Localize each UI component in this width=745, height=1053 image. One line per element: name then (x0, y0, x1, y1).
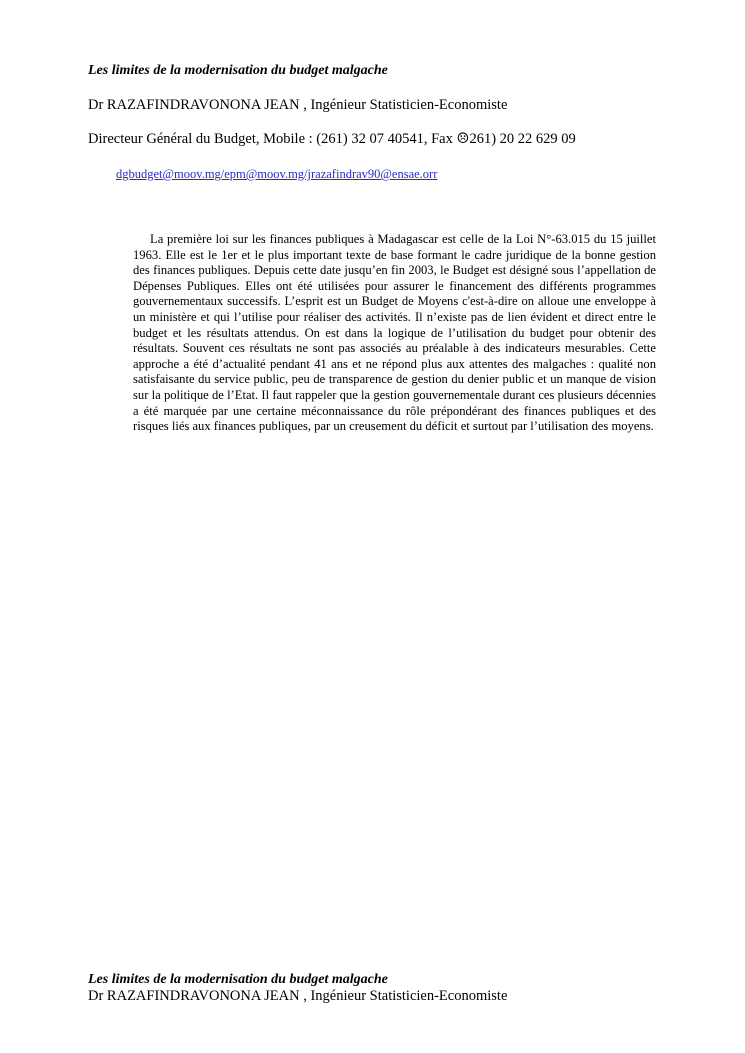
main-paragraph: La première loi sur les finances publiques à Madagascar est celle de la Loi N°-63.015 du 15 juillet 1963. Elle est le 1er et le plus important texte de base formant le cadre juridique de la bonne gestion des finances publiques. Depuis cette date jusqu’en fin 2003, le Budget est désigné sous l’appellation de Dépenses Publiques. Elles ont été utilisées pour assurer le financement des différents programmes gouvernementaux successifs. L’esprit est un Budget de Moyens c'est-à-dire on alloue une enveloppe à un ministère et qui l’utilise pour réaliser des activités. Il n’existe pas de lien évident et direct entre le budget et les résultats attendus. On est dans la logique de l’utilisation du budget pour obtenir des résultats. Souvent ces résultats ne sont pas associés au préalable à des indicateurs mesurables. Cette approche a été d’actualité pendant 41 ans et ne répond plus aux attentes des malgaches : qualité non satisfaisante du service public, peu de transparence de gestion du denier public et un manque de vision sur la politique de l’Etat. Il faut rappeler que la gestion gouvernementale durant ces plusieurs décennies a été marquée par une certaine méconnaissance du rôle prépondérant des finances publiques et des risques liés aux finances publiques, par un creusement du déficit et surtout par l’utilisation des moyens. (133, 232, 656, 434)
footer-title: Les limites de la modernisation du budget malgache (88, 972, 388, 987)
author-line: Dr RAZAFINDRAVONONA JEAN , Ingénieur Statisticien-Economiste (88, 97, 508, 113)
page-footer (88, 971, 688, 1005)
email-link[interactable]: dgbudget@moov.mg/epm@moov.mg/jrazafindrav90@ensae.orr (116, 167, 438, 181)
document-title: Les limites de la modernisation du budget malgache (88, 63, 388, 78)
footer-author: Dr RAZAFINDRAVONONA JEAN , Ingénieur Statisticien-Economiste (88, 988, 508, 1004)
director-contact-line: Directeur Général du Budget, Mobile : (261) 32 07 40541, Fax ☹261) 20 22 629 09 (88, 131, 576, 147)
